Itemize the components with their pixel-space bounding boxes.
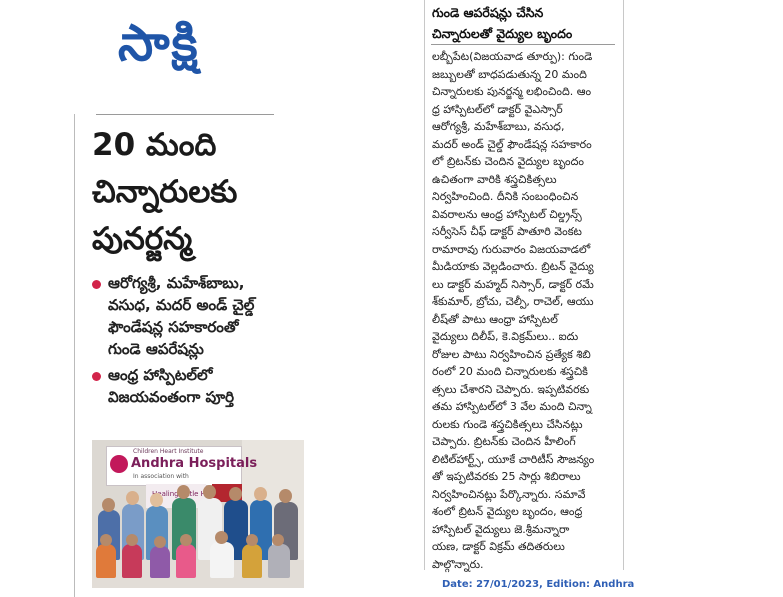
- column-rule: [623, 0, 624, 570]
- bullet-line: ఫౌండేషన్ల సహకారంతో: [108, 318, 239, 336]
- bullet-line: వసుధ, మదర్ అండ్ చైల్డ్: [108, 296, 255, 314]
- child-head: [215, 531, 228, 544]
- bullet-line: ఆంధ్ర హాస్పిటల్‌లో: [108, 366, 213, 384]
- child-head: [100, 534, 112, 546]
- article-line: చెప్పారు. బ్రిటన్‌కు చెందిన హీలింగ్: [432, 435, 576, 448]
- child-figure: [242, 544, 262, 578]
- article-line: జబ్బులతో బాధపడుతున్న 20 మంది: [432, 67, 587, 81]
- article-line: తో ఇప్పటివరకు 25 సార్లు శిబిరాలు: [432, 470, 581, 483]
- banner-title: Andhra Hospitals: [131, 456, 258, 471]
- charity-banner-text: Healing: [152, 490, 179, 498]
- bullet-text: [108, 364, 234, 408]
- banner-sub-text: In association with: [133, 473, 189, 480]
- child-head: [246, 534, 258, 546]
- headline-line: చిన్నారులకు: [92, 174, 238, 210]
- article-line: ఉచితంగా వారికి శస్త్రచికిత్సలు: [432, 172, 557, 186]
- child-figure: [268, 544, 290, 578]
- person-head: [126, 491, 139, 505]
- newspaper-masthead: [118, 14, 288, 80]
- person-head: [229, 487, 242, 501]
- hospital-banner: [106, 446, 258, 486]
- article-line: తమ హాస్పిటల్‌లో 3 వేల మంది చిన్నా: [432, 400, 592, 413]
- article-line: మీడియాకు వెల్లడించారు. బ్రిటన్ వైద్యు: [432, 260, 594, 273]
- bullet-line: గుండె ఆపరేషన్లు: [108, 340, 204, 358]
- divider: [96, 114, 274, 115]
- article-line: హాస్పిటల్ వైద్యులు జె.శ్రీమన్నారా: [432, 522, 570, 536]
- bullet-item: [92, 364, 292, 408]
- headline-line: పునర్జన్మ: [92, 221, 193, 257]
- article-line: నిర్వహించింది. దీనికి సంబంధించిన: [432, 190, 579, 203]
- article-line: శ్‌కుమార్, బ్రోచు, చెల్పీ, రాచెల్, ఆయు: [432, 295, 594, 308]
- person-head: [102, 498, 115, 512]
- person-head: [203, 485, 216, 499]
- article-line: వైద్యులు దిలీప్, కె.విక్రమ్‌లు.. ఐదు: [432, 330, 579, 343]
- bullet-dot-icon: [92, 372, 101, 381]
- article-line: రోజుల పాటు నిర్వహించిన ప్రత్యేక శిబి: [432, 347, 591, 361]
- child-head: [154, 536, 166, 548]
- photo-caption: [432, 2, 616, 44]
- person-head: [150, 493, 163, 507]
- child-head: [126, 534, 138, 546]
- article-line: యణ, డాక్టర్ విక్రమ్ తదితరులు: [432, 540, 565, 553]
- hospital-logo-icon: [110, 455, 128, 473]
- bullet-dot-icon: [92, 280, 101, 289]
- child-figure: [150, 546, 170, 578]
- caption-line: చిన్నారులతో వైద్యుల బృందం: [432, 26, 573, 41]
- masthead-logo-text: సాక్షి: [118, 14, 200, 72]
- article-line: త్సలు చేశారని చెప్పారు. ఇప్పటివరకు: [432, 382, 590, 396]
- group-photo: [92, 440, 304, 588]
- column-rule: [424, 0, 425, 570]
- child-figure: [176, 544, 196, 578]
- person-head: [177, 485, 190, 499]
- person-head: [279, 489, 292, 503]
- article-line: లిటిల్‌హార్ట్స్, యూకే చారిటీస్ సౌజన్యం: [432, 452, 595, 466]
- article-line: ఆరోగ్యశ్రీ, మహేశ్‌బాబు, వసుధ,: [432, 120, 565, 133]
- bullet-line: విజయవంతంగా పూర్తి: [108, 388, 235, 406]
- divider: [431, 44, 615, 45]
- article-line: శంలో బ్రిటన్ వైద్యుల బృందం, ఆంధ్ర: [432, 505, 583, 518]
- article-body: [432, 48, 618, 573]
- bullet-text: [108, 272, 254, 360]
- banner-small-text: Children Heart Institute: [133, 448, 204, 455]
- article-line: లో బ్రిటన్‌కు చెందిన వైద్యుల బృందం: [432, 155, 584, 168]
- article-line: వివరాలను ఆంధ్ర హాస్పిటల్ చిల్డ్రన్స్: [432, 207, 582, 221]
- person-head: [254, 487, 267, 501]
- article-line: లీష్‌తో పాటు ఆంధ్రా హాస్పిటల్: [432, 312, 558, 326]
- article-line: చిన్నారులకు పునర్జన్మ లభించింది. ఆం: [432, 85, 592, 98]
- headline: [92, 122, 282, 263]
- column-rule: [74, 114, 75, 597]
- article-line: నిర్వహించినట్లు పేర్కొన్నారు. సమావే: [432, 487, 586, 501]
- child-figure: [210, 542, 234, 578]
- article-line: లబ్బీపేట(విజయవాడ తూర్పు): గుండె: [432, 50, 593, 63]
- highlight-bullets: [92, 272, 292, 412]
- article-line: రులకు గుండె శస్త్రచికిత్సలు చేసినట్లు: [432, 417, 583, 431]
- headline-line: 20 మంది: [92, 127, 217, 163]
- date-edition-line: Date: 27/01/2023, Edition: Andhra: [442, 579, 635, 590]
- bullet-line: ఆరోగ్యశ్రీ, మహేశ్‌బాబు,: [108, 274, 245, 292]
- bullet-item: [92, 272, 292, 360]
- article-line: పాల్గొన్నారు.: [432, 557, 484, 571]
- article-line: సర్వీసెస్ చీఫ్ డాక్టర్ పాతూరి వెంకట: [432, 225, 582, 238]
- article-line: లు డాక్టర్ మహ్మద్ నిస్సార్, డాక్టర్ రమే: [432, 277, 594, 291]
- article-line: రంలో 20 మంది చిన్నారులకు శస్త్రచికి: [432, 365, 588, 378]
- child-head: [272, 534, 284, 546]
- article-line: రామారావు గురువారం విజయవాడలో: [432, 242, 591, 256]
- article-line: మదర్ అండ్ చైల్డ్ ఫౌండేషన్ల సహకారం: [432, 137, 592, 151]
- child-figure: [122, 544, 142, 578]
- article-line: ధ్ర హాస్పిటల్‌లో డాక్టర్ వైఎస్సార్: [432, 102, 563, 116]
- child-figure: [96, 544, 116, 578]
- caption-line: గుండె ఆపరేషన్లు చేసిన: [432, 5, 544, 20]
- child-head: [180, 534, 192, 546]
